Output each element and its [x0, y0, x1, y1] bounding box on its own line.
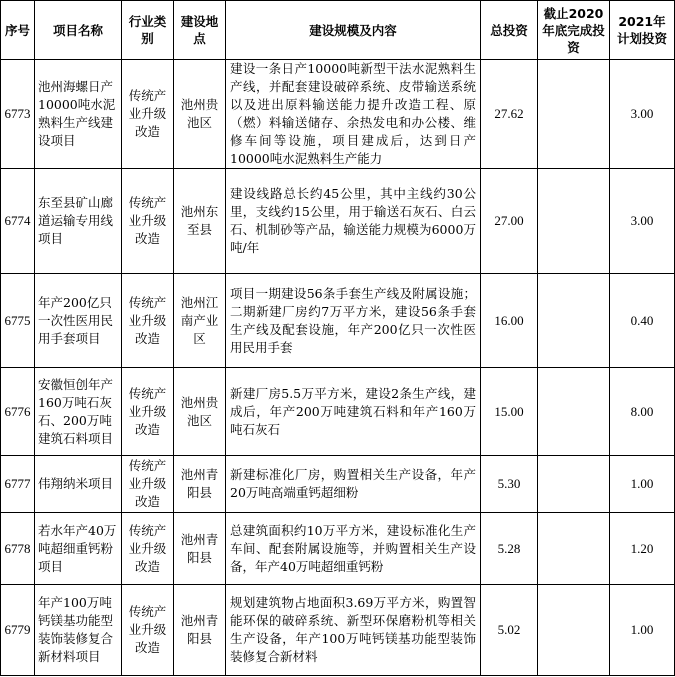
header-content: 建设规模及内容	[226, 1, 481, 60]
cell-seq: 6777	[1, 456, 35, 513]
cell-content: 新建厂房5.5万平方米，建设2条生产线，建成后，年产200万吨建筑石料和年产160万吨石灰石	[226, 368, 481, 456]
cell-category: 传统产业升级改造	[122, 368, 174, 456]
table-row	[1, 169, 675, 274]
header-name: 项目名称	[35, 1, 122, 60]
cell-total: 27.62	[481, 60, 538, 169]
cell-content: 新建标准化厂房，购置相关生产设备，年产20万吨高端重钙超细粉	[226, 456, 481, 513]
cell-category: 传统产业升级改造	[122, 274, 174, 368]
cell-completed	[538, 274, 610, 368]
cell-plan: 0.40	[610, 274, 675, 368]
cell-plan: 3.00	[610, 60, 675, 169]
cell-plan: 3.00	[610, 169, 675, 274]
header-seq: 序号	[1, 1, 35, 60]
cell-content: 总建筑面积约10万平方米，建设标准化生产车间、配套附属设施等，并购置相关生产设备，年产40万吨超细重钙粉	[226, 513, 481, 585]
cell-category: 传统产业升级改造	[122, 169, 174, 274]
cell-total: 15.00	[481, 368, 538, 456]
table-row	[1, 585, 675, 676]
cell-category: 传统产业升级改造	[122, 585, 174, 676]
header-row	[1, 1, 675, 60]
cell-completed	[538, 169, 610, 274]
cell-name: 伟翔纳米项目	[35, 456, 122, 513]
cell-content: 建设线路总长约45公里，其中主线约30公里，支线约15公里，用于输送石灰石、白云石、机制砂等产品，输送能力规模为6000万吨/年	[226, 169, 481, 274]
cell-location: 池州贵池区	[174, 60, 226, 169]
cell-location: 池州江南产业区	[174, 274, 226, 368]
cell-name: 年产200亿只一次性医用民用手套项目	[35, 274, 122, 368]
cell-name: 若水年产40万吨超细重钙粉项目	[35, 513, 122, 585]
cell-seq: 6773	[1, 60, 35, 169]
cell-plan: 8.00	[610, 368, 675, 456]
cell-plan: 1.00	[610, 456, 675, 513]
cell-total: 5.30	[481, 456, 538, 513]
table-row	[1, 60, 675, 169]
cell-name: 池州海螺日产10000吨水泥熟料生产线建设项目	[35, 60, 122, 169]
cell-completed	[538, 585, 610, 676]
header-plan: 2021年计划投资	[610, 1, 675, 60]
cell-content: 项目一期建设56条手套生产线及附属设施；二期新建厂房约7万平方米，建设56条手套生产线及配套设施，年产200亿只一次性医用民用手套	[226, 274, 481, 368]
cell-completed	[538, 456, 610, 513]
cell-name: 东至县矿山廊道运输专用线项目	[35, 169, 122, 274]
cell-category: 传统产业升级改造	[122, 456, 174, 513]
cell-completed	[538, 513, 610, 585]
header-completed: 截止2020年底完成投资	[538, 1, 610, 60]
cell-seq: 6779	[1, 585, 35, 676]
cell-location: 池州青阳县	[174, 456, 226, 513]
cell-completed	[538, 368, 610, 456]
cell-plan: 1.20	[610, 513, 675, 585]
cell-location: 池州青阳县	[174, 513, 226, 585]
header-category: 行业类别	[122, 1, 174, 60]
cell-total: 5.02	[481, 585, 538, 676]
cell-location: 池州东至县	[174, 169, 226, 274]
cell-completed	[538, 60, 610, 169]
cell-name: 年产100万吨钙镁基功能型装饰装修复合新材料项目	[35, 585, 122, 676]
header-total: 总投资	[481, 1, 538, 60]
cell-seq: 6774	[1, 169, 35, 274]
cell-seq: 6775	[1, 274, 35, 368]
header-location: 建设地点	[174, 1, 226, 60]
table-row	[1, 368, 675, 456]
cell-plan: 1.00	[610, 585, 675, 676]
cell-total: 5.28	[481, 513, 538, 585]
cell-seq: 6778	[1, 513, 35, 585]
cell-location: 池州青阳县	[174, 585, 226, 676]
cell-content: 规划建筑物占地面积3.69万平方米，购置智能环保的破碎系统、新型环保磨粉机等相关生产设备，年产100万吨钙镁基功能型装饰装修复合新材料	[226, 585, 481, 676]
cell-category: 传统产业升级改造	[122, 513, 174, 585]
cell-seq: 6776	[1, 368, 35, 456]
table-row	[1, 456, 675, 513]
cell-total: 16.00	[481, 274, 538, 368]
cell-total: 27.00	[481, 169, 538, 274]
cell-location: 池州贵池区	[174, 368, 226, 456]
table-row	[1, 274, 675, 368]
cell-name: 安徽恒创年产160万吨石灰石、200万吨建筑石料项目	[35, 368, 122, 456]
cell-category: 传统产业升级改造	[122, 60, 174, 169]
table-row	[1, 513, 675, 585]
cell-content: 建设一条日产10000吨新型干法水泥熟料生产线，并配套建设破碎系统、皮带输送系统以及进出原料输送能力提升改造工程、原（燃）料输送储存、余热发电和办公楼、维修车间等设施，项目建成后，达到日产10000吨水泥熟料生产能力	[226, 60, 481, 169]
